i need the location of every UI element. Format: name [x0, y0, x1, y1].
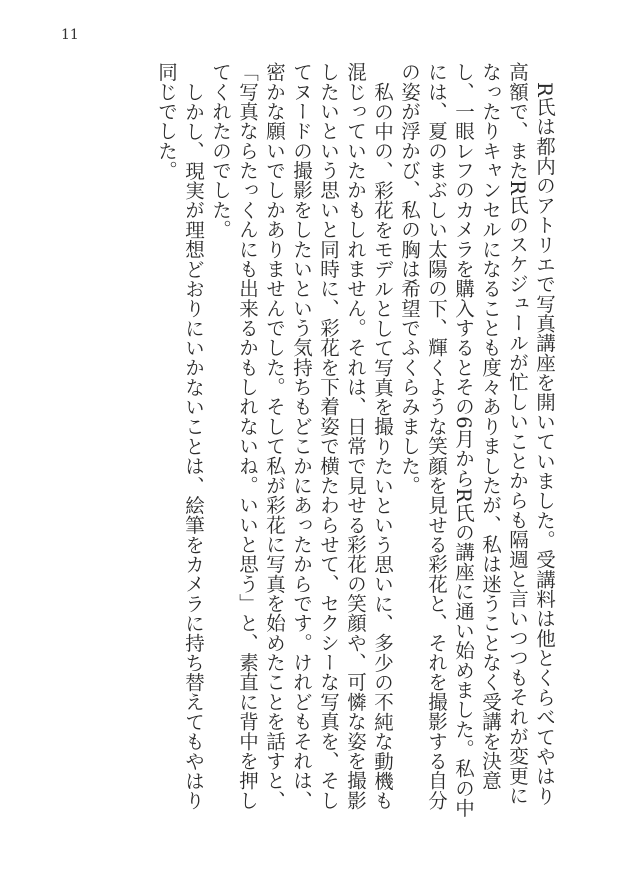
paragraph-2: 私の中の、彩花をモデルとして写真を撮りたいという思いに、多少の不純な動機も混じっていたかもしれません。それは、日常で見せる彩花の笑顔や、可憐な姿を撮影したいという思いと同時に、彩花を下着姿で横たわらせて、セクシーな写真を、そしてヌードの撮影をしたいという気持ちもどこかにあったからです。けれどもそれは、密かな願いでしかありませんでした。そして私が彩花に写真を始めたことを話すと、「写真ならたっくんにも出来るかもしれないね。いいと思う」と、素直に背中を押してくれたのでした。 [209, 62, 394, 810]
body-text [58, 62, 558, 822]
page-number: 11 [61, 27, 79, 43]
paragraph-1: R氏は都内のアトリエで写真講座を開いていました。受講料は他とくらべてやはり高額で、またR氏のスケジュールが忙しいことからも隔週と言いつつもそれが変更になったりキャンセルになることも度々ありましたが、私は迷うことなく受講を決意し、一眼レフのカメラを購入するとその6月からR氏の講座に通い始めました。私の中には、夏のまぶしい太陽の下、輝くような笑顔を見せる彩花と、それを撮影する自分の姿が浮かび、私の胸は希望でふくらみました。 [398, 62, 556, 818]
paragraph-3: しかし、現実が理想どおりにいかないことは、絵筆をカメラに持ち替えてもやはり同じでした。 [155, 62, 205, 810]
